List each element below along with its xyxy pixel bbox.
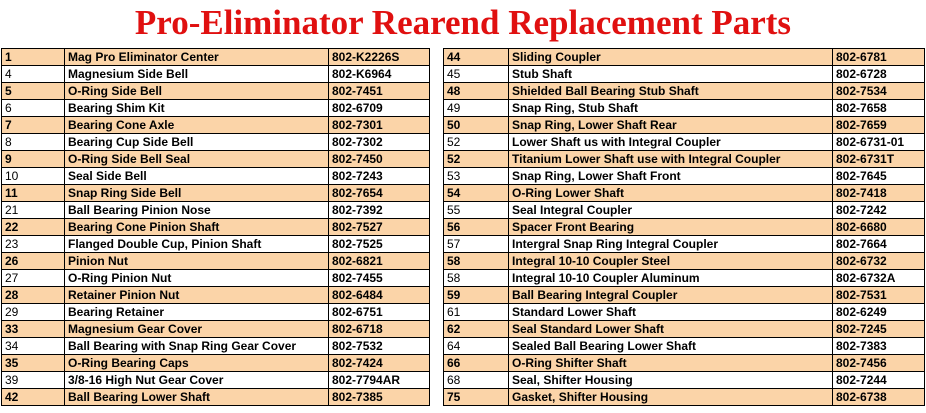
ref-number-cell: 27	[2, 270, 65, 287]
ref-number-cell: 75	[444, 389, 509, 406]
part-number-cell: 802-7658	[833, 100, 925, 117]
part-number-cell: 802-7301	[329, 117, 430, 134]
description-cell: O-Ring Side Bell Seal	[65, 151, 329, 168]
table-row	[444, 304, 925, 321]
ref-number-cell: 8	[2, 134, 65, 151]
description-cell: Retainer Pinion Nut	[65, 287, 329, 304]
part-number-cell: 802-7385	[329, 389, 430, 406]
part-number-cell: 802-6709	[329, 100, 430, 117]
table-row	[2, 100, 430, 117]
description-cell: Pinion Nut	[65, 253, 329, 270]
description-cell: Snap Ring, Lower Shaft Rear	[509, 117, 833, 134]
table-row	[2, 372, 430, 389]
description-cell: Integral 10-10 Coupler Steel	[509, 253, 833, 270]
ref-number-cell: 21	[2, 202, 65, 219]
part-number-cell: 802-6731-01	[833, 134, 925, 151]
ref-number-cell: 10	[2, 168, 65, 185]
part-number-cell: 802-7525	[329, 236, 430, 253]
description-cell: Shielded Ball Bearing Stub Shaft	[509, 83, 833, 100]
description-cell: Sliding Coupler	[509, 49, 833, 66]
table-row	[444, 134, 925, 151]
table-row	[444, 168, 925, 185]
ref-number-cell: 7	[2, 117, 65, 134]
description-cell: Lower Shaft us with Integral Coupler	[509, 134, 833, 151]
description-cell: Ball Bearing Integral Coupler	[509, 287, 833, 304]
description-cell: Ball Bearing Lower Shaft	[65, 389, 329, 406]
table-row	[2, 270, 430, 287]
ref-number-cell: 33	[2, 321, 65, 338]
table-row	[444, 253, 925, 270]
description-cell: Magnesium Gear Cover	[65, 321, 329, 338]
part-number-cell: 802-7645	[833, 168, 925, 185]
description-cell: Integral 10-10 Coupler Aluminum	[509, 270, 833, 287]
ref-number-cell: 4	[2, 66, 65, 83]
table-row	[444, 270, 925, 287]
part-number-cell: 802-6484	[329, 287, 430, 304]
part-number-cell: 802-7664	[833, 236, 925, 253]
part-number-cell: 802-7243	[329, 168, 430, 185]
ref-number-cell: 62	[444, 321, 509, 338]
table-row	[2, 389, 430, 406]
table-row	[2, 185, 430, 202]
table-row	[444, 219, 925, 236]
table-row	[2, 338, 430, 355]
ref-number-cell: 45	[444, 66, 509, 83]
description-cell: O-Ring Shifter Shaft	[509, 355, 833, 372]
part-number-cell: 802-7302	[329, 134, 430, 151]
ref-number-cell: 29	[2, 304, 65, 321]
description-cell: Ball Bearing Pinion Nose	[65, 202, 329, 219]
ref-number-cell: 44	[444, 49, 509, 66]
ref-number-cell: 35	[2, 355, 65, 372]
part-number-cell: 802-7534	[833, 83, 925, 100]
table-row	[444, 100, 925, 117]
part-number-cell: 802-7654	[329, 185, 430, 202]
page-title: Pro-Eliminator Rearend Replacement Parts	[134, 3, 792, 42]
part-number-cell: 802-K6964	[329, 66, 430, 83]
part-number-cell: 802-6731T	[833, 151, 925, 168]
table-row	[2, 219, 430, 236]
ref-number-cell: 48	[444, 83, 509, 100]
part-number-cell: 802-6732A	[833, 270, 925, 287]
part-number-cell: 802-7244	[833, 372, 925, 389]
part-number-cell: 802-7455	[329, 270, 430, 287]
ref-number-cell: 42	[2, 389, 65, 406]
part-number-cell: 802-7451	[329, 83, 430, 100]
ref-number-cell: 57	[444, 236, 509, 253]
description-cell: Bearing Cup Side Bell	[65, 134, 329, 151]
part-number-cell: 802-7392	[329, 202, 430, 219]
table-row	[2, 66, 430, 83]
ref-number-cell: 53	[444, 168, 509, 185]
description-cell: Bearing Retainer	[65, 304, 329, 321]
table-row	[444, 372, 925, 389]
part-number-cell: 802-7383	[833, 338, 925, 355]
part-number-cell: 802-6249	[833, 304, 925, 321]
table-row	[444, 287, 925, 304]
table-row	[444, 236, 925, 253]
ref-number-cell: 34	[2, 338, 65, 355]
table-row	[2, 304, 430, 321]
description-cell: Flanged Double Cup, Pinion Shaft	[65, 236, 329, 253]
table-row	[444, 355, 925, 372]
part-number-cell: 802-7242	[833, 202, 925, 219]
table-row	[2, 134, 430, 151]
part-number-cell: 802-6751	[329, 304, 430, 321]
description-cell: Seal Standard Lower Shaft	[509, 321, 833, 338]
table-row	[444, 151, 925, 168]
ref-number-cell: 66	[444, 355, 509, 372]
description-cell: Bearing Cone Axle	[65, 117, 329, 134]
description-cell: Mag Pro Eliminator Center	[65, 49, 329, 66]
table-row	[444, 389, 925, 406]
table-row	[2, 117, 430, 134]
table-row	[2, 151, 430, 168]
ref-number-cell: 39	[2, 372, 65, 389]
table-row	[444, 321, 925, 338]
part-number-cell: 802-6680	[833, 219, 925, 236]
table-row	[444, 66, 925, 83]
part-number-cell: 802-K2226S	[329, 49, 430, 66]
table-row	[2, 202, 430, 219]
part-number-cell: 802-7245	[833, 321, 925, 338]
description-cell: Seal Side Bell	[65, 168, 329, 185]
ref-number-cell: 55	[444, 202, 509, 219]
description-cell: Snap Ring Side Bell	[65, 185, 329, 202]
ref-number-cell: 50	[444, 117, 509, 134]
ref-number-cell: 58	[444, 270, 509, 287]
ref-number-cell: 28	[2, 287, 65, 304]
part-number-cell: 802-6728	[833, 66, 925, 83]
ref-number-cell: 5	[2, 83, 65, 100]
description-cell: O-Ring Pinion Nut	[65, 270, 329, 287]
ref-number-cell: 9	[2, 151, 65, 168]
ref-number-cell: 61	[444, 304, 509, 321]
table-row	[2, 253, 430, 270]
ref-number-cell: 64	[444, 338, 509, 355]
part-number-cell: 802-7794AR	[329, 372, 430, 389]
part-number-cell: 802-7531	[833, 287, 925, 304]
table-row	[444, 202, 925, 219]
description-cell: Snap Ring, Stub Shaft	[509, 100, 833, 117]
description-cell: Magnesium Side Bell	[65, 66, 329, 83]
part-number-cell: 802-6718	[329, 321, 430, 338]
ref-number-cell: 56	[444, 219, 509, 236]
part-number-cell: 802-7456	[833, 355, 925, 372]
part-number-cell: 802-7418	[833, 185, 925, 202]
description-cell: Gasket, Shifter Housing	[509, 389, 833, 406]
ref-number-cell: 58	[444, 253, 509, 270]
description-cell: Seal, Shifter Housing	[509, 372, 833, 389]
table-row	[444, 117, 925, 134]
part-number-cell: 802-6732	[833, 253, 925, 270]
description-cell: Bearing Cone Pinion Shaft	[65, 219, 329, 236]
part-number-cell: 802-7532	[329, 338, 430, 355]
ref-number-cell: 26	[2, 253, 65, 270]
description-cell: Standard Lower Shaft	[509, 304, 833, 321]
table-row	[444, 185, 925, 202]
description-cell: O-Ring Side Bell	[65, 83, 329, 100]
description-cell: O-Ring Bearing Caps	[65, 355, 329, 372]
description-cell: Intergral Snap Ring Integral Coupler	[509, 236, 833, 253]
part-number-cell: 802-7659	[833, 117, 925, 134]
description-cell: Ball Bearing with Snap Ring Gear Cover	[65, 338, 329, 355]
parts-table-right	[443, 48, 925, 406]
part-number-cell: 802-6738	[833, 389, 925, 406]
part-number-cell: 802-7424	[329, 355, 430, 372]
ref-number-cell: 49	[444, 100, 509, 117]
description-cell: 3/8-16 High Nut Gear Cover	[65, 372, 329, 389]
description-cell: Spacer Front Bearing	[509, 219, 833, 236]
part-number-cell: 802-7450	[329, 151, 430, 168]
ref-number-cell: 54	[444, 185, 509, 202]
part-number-cell: 802-7527	[329, 219, 430, 236]
description-cell: Stub Shaft	[509, 66, 833, 83]
table-row	[444, 83, 925, 100]
description-cell: Seal Integral Coupler	[509, 202, 833, 219]
ref-number-cell: 1	[2, 49, 65, 66]
table-row	[2, 83, 430, 100]
ref-number-cell: 68	[444, 372, 509, 389]
description-cell: O-Ring Lower Shaft	[509, 185, 833, 202]
description-cell: Bearing Shim Kit	[65, 100, 329, 117]
table-row	[2, 287, 430, 304]
ref-number-cell: 22	[2, 219, 65, 236]
ref-number-cell: 11	[2, 185, 65, 202]
description-cell: Sealed Ball Bearing Lower Shaft	[509, 338, 833, 355]
ref-number-cell: 59	[444, 287, 509, 304]
table-row	[2, 236, 430, 253]
ref-number-cell: 23	[2, 236, 65, 253]
table-row	[2, 321, 430, 338]
ref-number-cell: 52	[444, 151, 509, 168]
part-number-cell: 802-6781	[833, 49, 925, 66]
ref-number-cell: 52	[444, 134, 509, 151]
table-row	[2, 49, 430, 66]
description-cell: Snap Ring, Lower Shaft Front	[509, 168, 833, 185]
table-row	[444, 49, 925, 66]
parts-table-left	[1, 48, 430, 406]
description-cell: Titanium Lower Shaft use with Integral Coupler	[509, 151, 833, 168]
table-row	[2, 168, 430, 185]
table-row	[444, 338, 925, 355]
ref-number-cell: 6	[2, 100, 65, 117]
part-number-cell: 802-6821	[329, 253, 430, 270]
table-row	[2, 355, 430, 372]
